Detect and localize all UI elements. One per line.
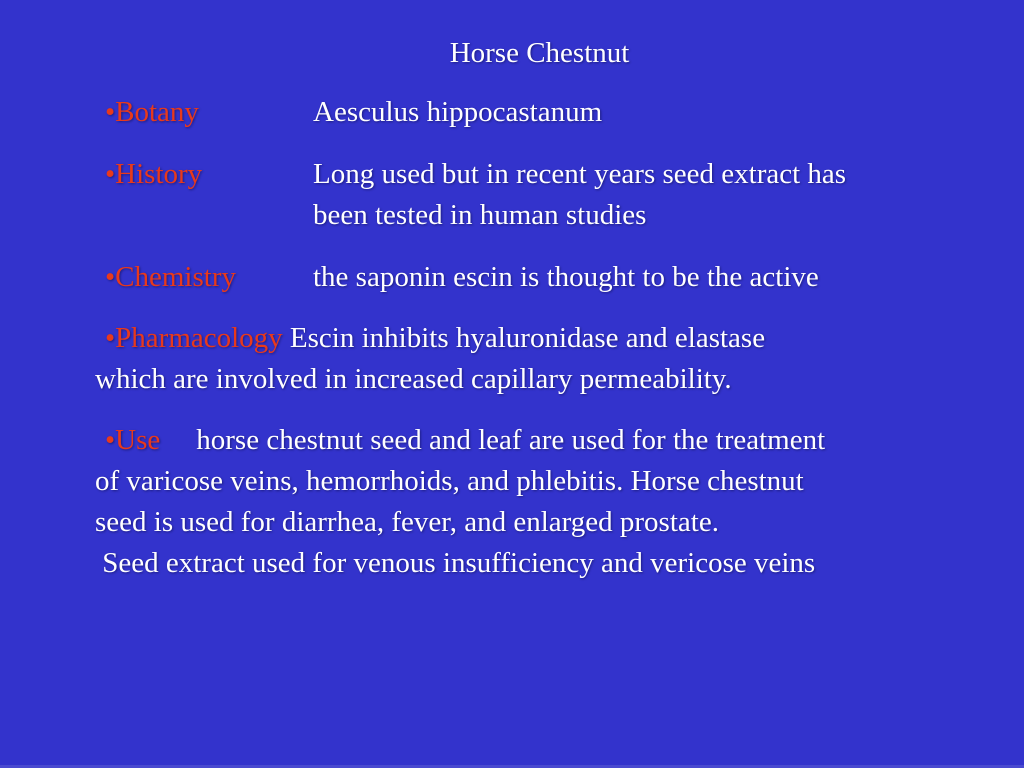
content-line: seed is used for diarrhea, fever, and enlarged prostate. [95, 506, 719, 538]
section-label-text: Use [115, 424, 161, 456]
section-pharmacology-label [105, 322, 283, 354]
section-label-text: Botany [115, 96, 199, 128]
content-text: Escin inhibits hyaluronidase and elastase [282, 322, 766, 354]
section-chemistry [95, 257, 995, 298]
section-use-label [105, 424, 160, 456]
content-line: Long used but in recent years seed extract has [313, 158, 847, 190]
section-history-content [313, 154, 995, 236]
content-line: of varicose veins, hemorrhoids, and phlebitis. Horse chestnut [95, 465, 804, 497]
content-line: been tested in human studies [313, 199, 647, 231]
section-chemistry-label [105, 257, 236, 298]
content-line [95, 318, 995, 359]
content-line [95, 420, 995, 461]
section-label-text: History [115, 158, 203, 190]
bullet-icon: • [105, 158, 116, 190]
bullet-icon: • [105, 96, 116, 128]
section-label-text: Pharmacology [115, 322, 283, 354]
section-botany-label [105, 92, 199, 133]
section-history [95, 154, 995, 236]
section-botany-content [313, 92, 995, 133]
content-line: the saponin escin is thought to be the active [313, 261, 819, 293]
content-text: horse chestnut seed and leaf are used for the treatment [196, 424, 826, 456]
section-history-label [105, 154, 202, 195]
section-label-text: Chemistry [115, 261, 236, 293]
content-line: Seed extract used for venous insufficiency and vericose veins [95, 547, 816, 579]
section-use [95, 420, 995, 584]
section-botany [95, 92, 995, 133]
section-chemistry-content [313, 257, 995, 298]
bullet-icon: • [105, 261, 116, 293]
section-pharmacology [95, 318, 995, 400]
bullet-icon: • [105, 424, 116, 456]
content-line: Aesculus hippocastanum [313, 96, 603, 128]
bullet-icon: • [105, 322, 116, 354]
slide-title: Horse Chestnut [449, 37, 630, 69]
content-line: which are involved in increased capillary permeability. [95, 363, 732, 395]
